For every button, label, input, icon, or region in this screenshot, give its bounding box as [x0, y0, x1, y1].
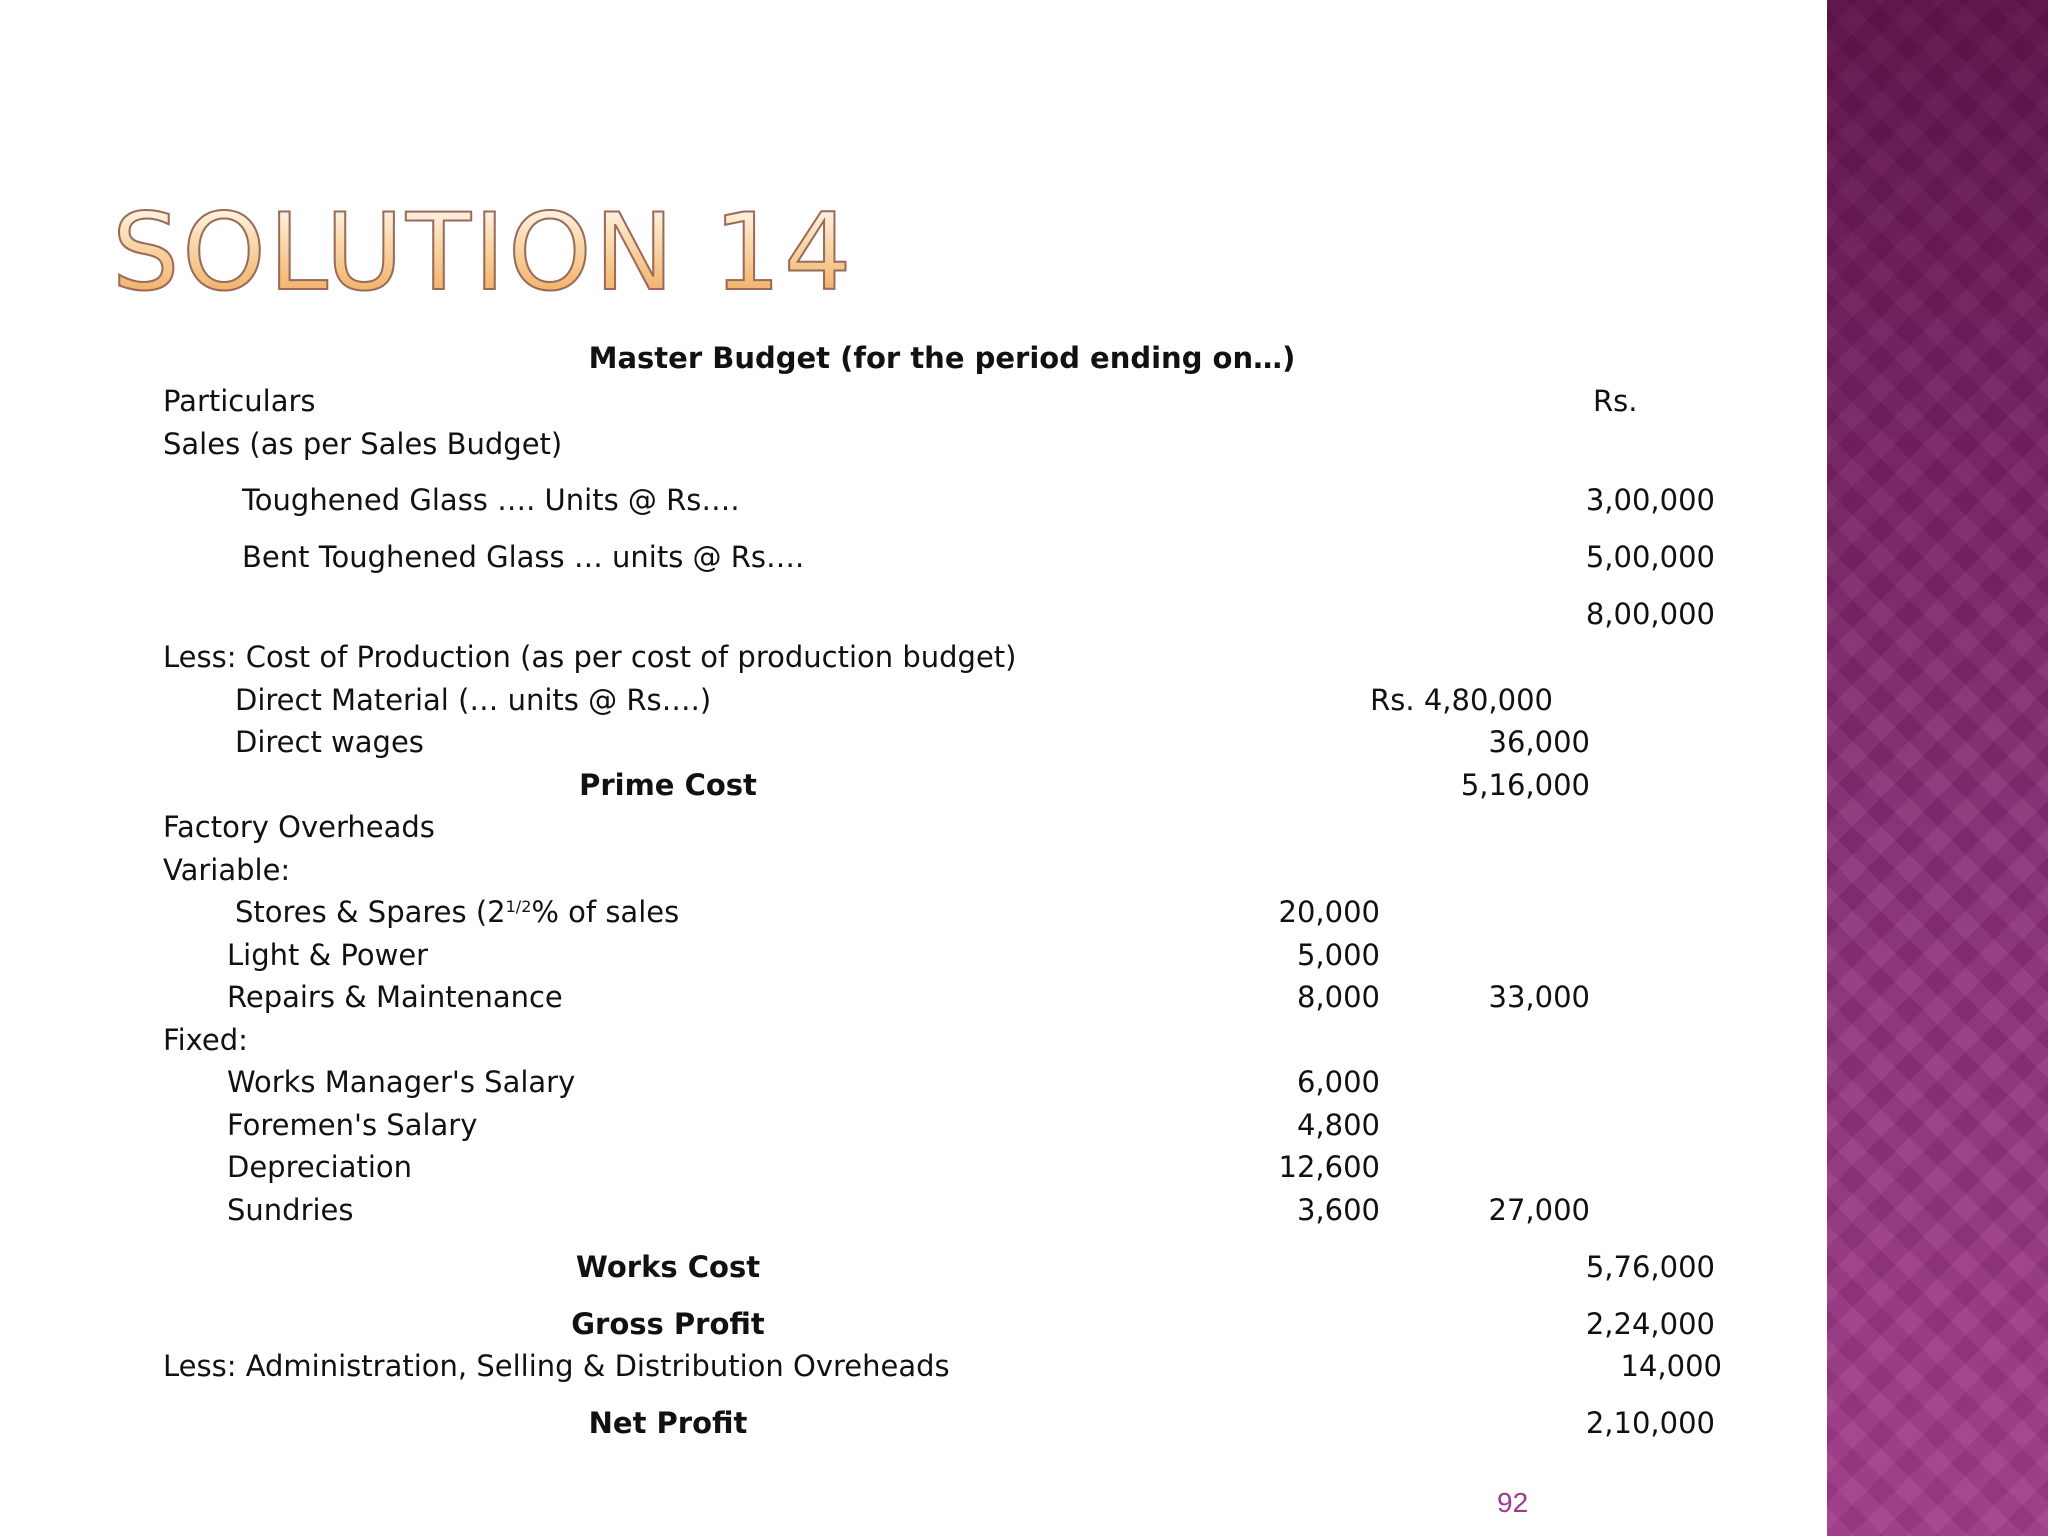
prime-cost-label: Prime Cost	[579, 768, 757, 802]
bent-glass-label: Bent Toughened Glass … units @ Rs….	[242, 540, 805, 574]
column-header-rs: Rs.	[1593, 384, 1638, 418]
repairs-maintenance-label: Repairs & Maintenance	[227, 980, 563, 1014]
works-manager-salary-label: Works Manager's Salary	[227, 1065, 576, 1099]
gross-profit-value: 2,24,000	[1585, 1307, 1715, 1341]
works-cost-value: 5,76,000	[1585, 1250, 1715, 1284]
works-manager-salary-value: 6,000	[1296, 1065, 1380, 1099]
direct-material-label: Direct Material (… units @ Rs….)	[235, 683, 712, 717]
sales-total-value: 8,00,000	[1585, 597, 1715, 631]
cost-of-production-label: Less: Cost of Production (as per cost of production budget)	[163, 640, 1017, 674]
fraction-superscript: 1/2	[505, 897, 532, 916]
column-header-particulars: Particulars	[163, 384, 316, 418]
net-profit-value: 2,10,000	[1585, 1406, 1715, 1440]
sundries-label: Sundries	[227, 1193, 354, 1227]
decorative-sidebar	[1827, 0, 2048, 1536]
direct-wages-label: Direct wages	[235, 725, 424, 759]
repairs-maintenance-value: 8,000	[1296, 980, 1380, 1014]
variable-overheads-total: 33,000	[1488, 980, 1590, 1014]
bent-glass-value: 5,00,000	[1585, 540, 1715, 574]
prime-cost-value: 5,16,000	[1460, 768, 1590, 802]
depreciation-label: Depreciation	[227, 1150, 413, 1184]
admin-overheads-label: Less: Administration, Selling & Distribution Ovreheads	[163, 1349, 950, 1383]
light-power-value: 5,000	[1296, 938, 1380, 972]
slide-title: SOLUTION 14	[112, 191, 855, 314]
stores-spares-value: 20,000	[1278, 895, 1380, 929]
fixed-label: Fixed:	[163, 1023, 248, 1057]
sales-label: Sales (as per Sales Budget)	[163, 427, 563, 461]
direct-wages-value: 36,000	[1488, 725, 1590, 759]
budget-heading: Master Budget (for the period ending on…)	[588, 341, 1296, 375]
page-number: 92	[1497, 1487, 1529, 1518]
works-cost-label: Works Cost	[575, 1250, 761, 1284]
stores-spares-label: Stores & Spares ($2^{1/2}\%$ of sales	[235, 895, 680, 929]
direct-material-value: Rs. 4,80,000	[1370, 683, 1553, 717]
light-power-label: Light & Power	[227, 938, 429, 972]
toughened-glass-value: 3,00,000	[1585, 483, 1715, 517]
foremen-salary-label: Foremen's Salary	[227, 1108, 478, 1142]
gross-profit-label: Gross Profit	[571, 1307, 765, 1341]
foremen-salary-value: 4,800	[1296, 1108, 1380, 1142]
toughened-glass-label: Toughened Glass …. Units @ Rs….	[242, 483, 740, 517]
variable-label: Variable:	[163, 853, 291, 887]
factory-overheads-label: Factory Overheads	[163, 810, 435, 844]
fixed-overheads-total: 27,000	[1488, 1193, 1590, 1227]
net-profit-label: Net Profit	[588, 1406, 748, 1440]
sundries-value: 3,600	[1296, 1193, 1380, 1227]
depreciation-value: 12,600	[1278, 1150, 1380, 1184]
admin-overheads-value: 14,000	[1620, 1349, 1722, 1383]
